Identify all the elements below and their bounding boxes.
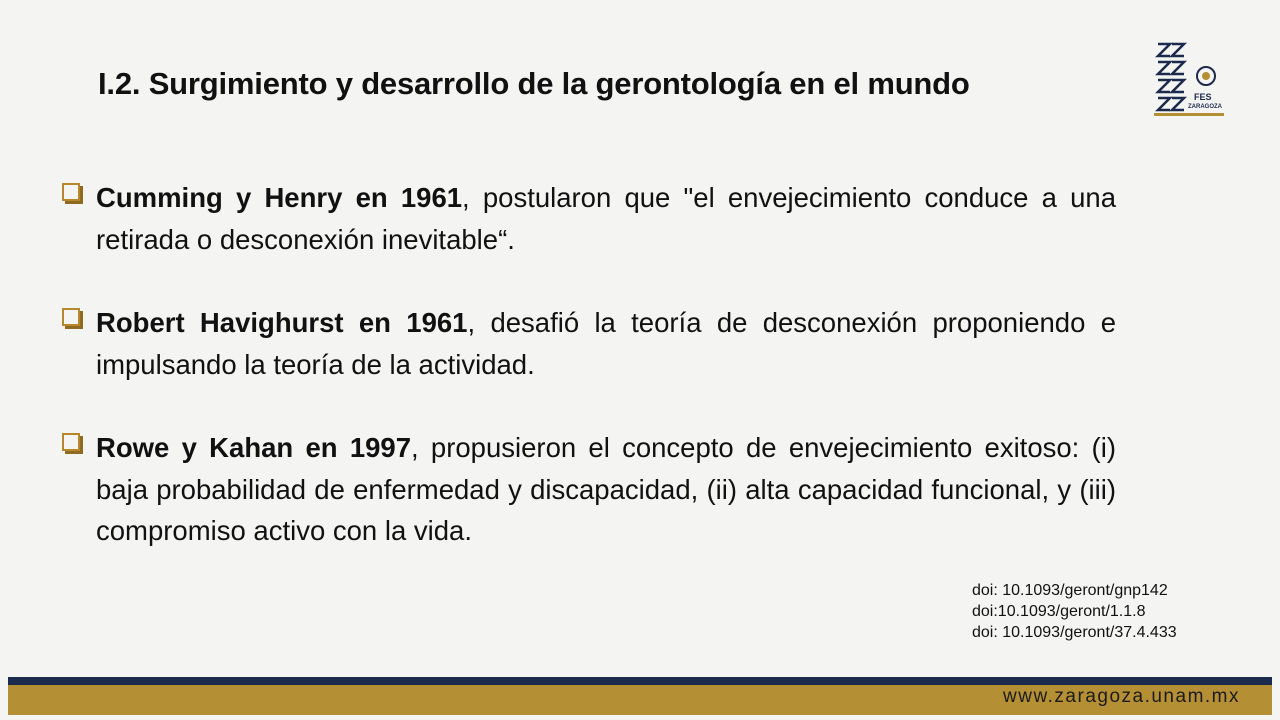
bullet-body: , desafió la teoría de desconexión proponiendo e impulsando la teoría de la actividad. — [96, 307, 1116, 380]
reference-doi: doi: 10.1093/geront/37.4.433 — [972, 624, 1177, 641]
bullet-item — [62, 302, 1116, 385]
bullet-body: , propusieron el concepto de envejecimiento exitoso: (i) baja probabilidad de enfermedad y discapacidad, (ii) alta capacidad funcional, y (iii) compromiso activo con la vida. — [96, 432, 1116, 546]
bullet-text — [96, 427, 1116, 552]
logo-text-zaragoza: ZARAGOZA — [1188, 104, 1222, 110]
bullet-bold: Rowe y Kahan en 1997 — [96, 432, 412, 463]
slide-title: I.2. Surgimiento y desarrollo de la gerontología en el mundo — [98, 66, 970, 101]
bullet-text — [96, 302, 1116, 385]
references — [972, 580, 1177, 643]
bullet-bold: Robert Havighurst en 1961 — [96, 307, 468, 338]
checkbox-bullet-icon — [62, 433, 80, 451]
bullet-list — [62, 177, 1116, 594]
bullet-item — [62, 427, 1116, 552]
bullet-text — [96, 177, 1116, 260]
checkbox-bullet-icon — [62, 308, 80, 326]
bullet-bold: Cumming y Henry en 1961 — [96, 182, 463, 213]
bullet-body: , postularon que "el envejecimiento conduce a una retirada o desconexión inevitable“. — [96, 182, 1116, 255]
reference-doi: doi:10.1093/geront/1.1.8 — [972, 603, 1146, 620]
fes-zaragoza-logo — [1150, 40, 1226, 116]
bullet-item — [62, 177, 1116, 260]
reference-doi: doi: 10.1093/geront/gnp142 — [972, 582, 1168, 599]
footer-url: www.zaragoza.unam.mx — [1003, 686, 1240, 707]
logo-text-fes: FES — [1194, 92, 1212, 102]
checkbox-bullet-icon — [62, 183, 80, 201]
footer-bar-navy — [8, 677, 1272, 685]
